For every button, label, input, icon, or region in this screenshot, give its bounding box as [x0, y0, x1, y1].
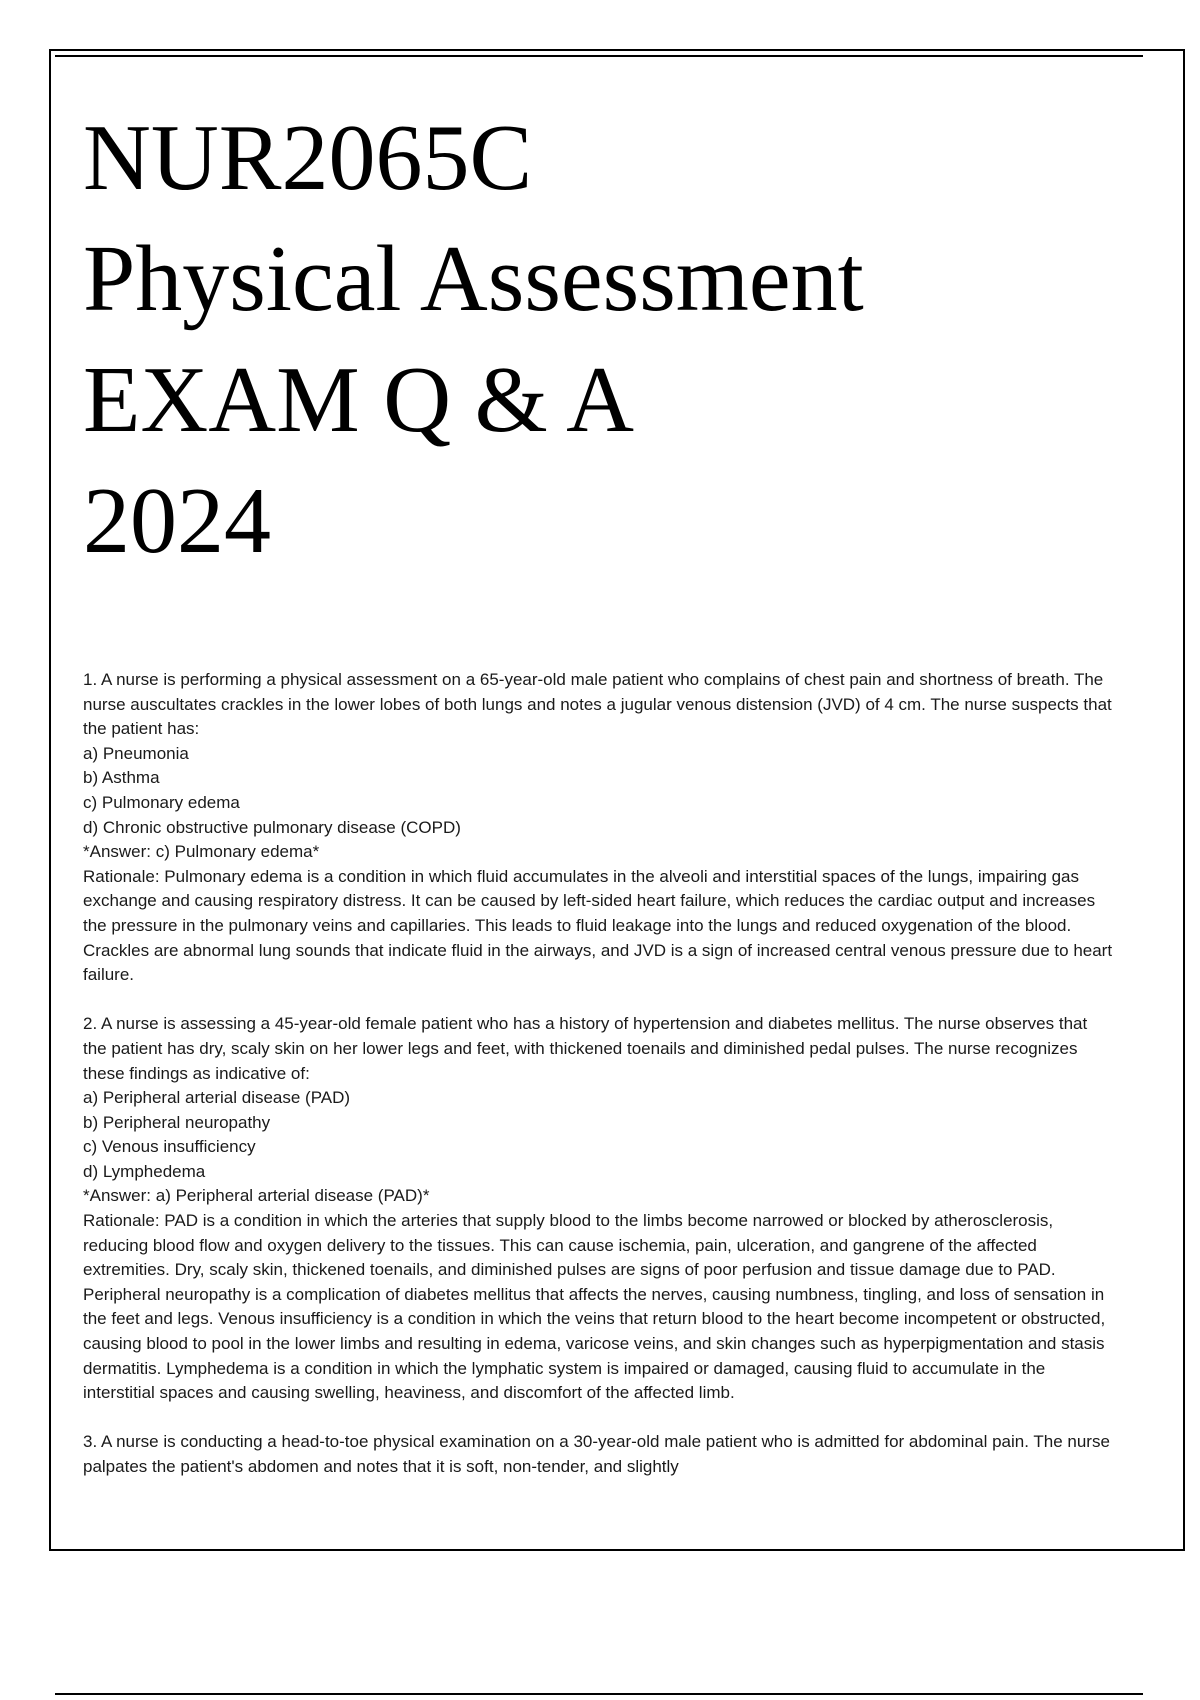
question-stem: 1. A nurse is performing a physical assessment on a 65-year-old male patient who complains of chest pain and shortness of breath. The nurse auscultates crackles in the lower lobes of both lungs and notes a jugular venous distension (JVD) of 4 cm. The nurse suspects that the patient has:: [83, 670, 1112, 739]
title-subject: Physical Assessment: [83, 227, 864, 331]
correct-answer: *Answer: c) Pulmonary edema*: [83, 842, 320, 862]
question-list: [83, 668, 1113, 1504]
option-c: c) Venous insufficiency: [83, 1137, 256, 1157]
option-b: b) Asthma: [83, 768, 160, 788]
question-1: [83, 668, 1113, 988]
option-d: d) Lymphedema: [83, 1161, 206, 1181]
title-year: 2024: [83, 469, 271, 573]
option-c: c) Pulmonary edema: [83, 792, 240, 812]
question-2: [83, 1012, 1113, 1406]
question-stem: 3. A nurse is conducting a head-to-toe physical examination on a 30-year-old male patient who is admitted for abdominal pain. The nurse palpates the patient's abdomen and notes that it is soft, non-tender, and slightly: [83, 1432, 1110, 1476]
rationale: Rationale: PAD is a condition in which the arteries that supply blood to the limbs become narrowed or blocked by atherosclerosis, reducing blood flow and oxygen delivery to the tissues. This can cause ischemia, pain, ulceration, and gangrene of the affected extremities. Dry, scaly skin, thickened toenails, and diminished pulses are signs of poor perfusion and tissue damage due to PAD. Peripheral neuropathy is a complication of diabetes mellitus that affects the nerves, causing numbness, tingling, and loss of sensation in the feet and legs. Venous insufficiency is a condition in which the veins that return blood to the heart become incompetent or obstructed, causing blood to pool in the lower limbs and resulting in edema, varicose veins, and skin changes such as hyperpigmentation and stasis dermatitis. Lymphedema is a condition in which the lymphatic system is impaired or damaged, causing fluid to accumulate in the interstitial spaces and causing swelling, heaviness, and discomfort of the affected limb.: [83, 1211, 1106, 1403]
title-exam-type: EXAM Q & A: [83, 348, 634, 452]
correct-answer: *Answer: a) Peripheral arterial disease (PAD)*: [83, 1186, 430, 1206]
answer-options: [83, 1086, 1113, 1184]
bottom-rule: [55, 1693, 1143, 1695]
option-b: b) Peripheral neuropathy: [83, 1112, 271, 1132]
question-stem: 2. A nurse is assessing a 45-year-old female patient who has a history of hypertension and diabetes mellitus. The nurse observes that the patient has dry, scaly skin on her lower legs and feet, with thickened toenails and diminished pedal pulses. The nurse recognizes these findings as indicative of:: [83, 1014, 1088, 1083]
rationale: Rationale: Pulmonary edema is a condition in which fluid accumulates in the alveoli and interstitial spaces of the lungs, impairing gas exchange and causing respiratory distress. It can be caused by left-sided heart failure, which reduces the cardiac output and increases the pressure in the pulmonary veins and capillaries. This leads to fluid leakage into the lungs and reduced oxygenation of the blood. Crackles are abnormal lung sounds that indicate fluid in the airways, and JVD is a sign of increased central venous pressure due to heart failure.: [83, 866, 1113, 985]
title-course-code: NUR2065C: [83, 106, 533, 210]
question-3: [83, 1430, 1113, 1479]
answer-options: [83, 742, 1113, 840]
option-a: a) Peripheral arterial disease (PAD): [83, 1088, 351, 1108]
option-d: d) Chronic obstructive pulmonary disease (COPD): [83, 817, 461, 837]
option-a: a) Pneumonia: [83, 743, 189, 763]
document-title: [83, 98, 864, 582]
